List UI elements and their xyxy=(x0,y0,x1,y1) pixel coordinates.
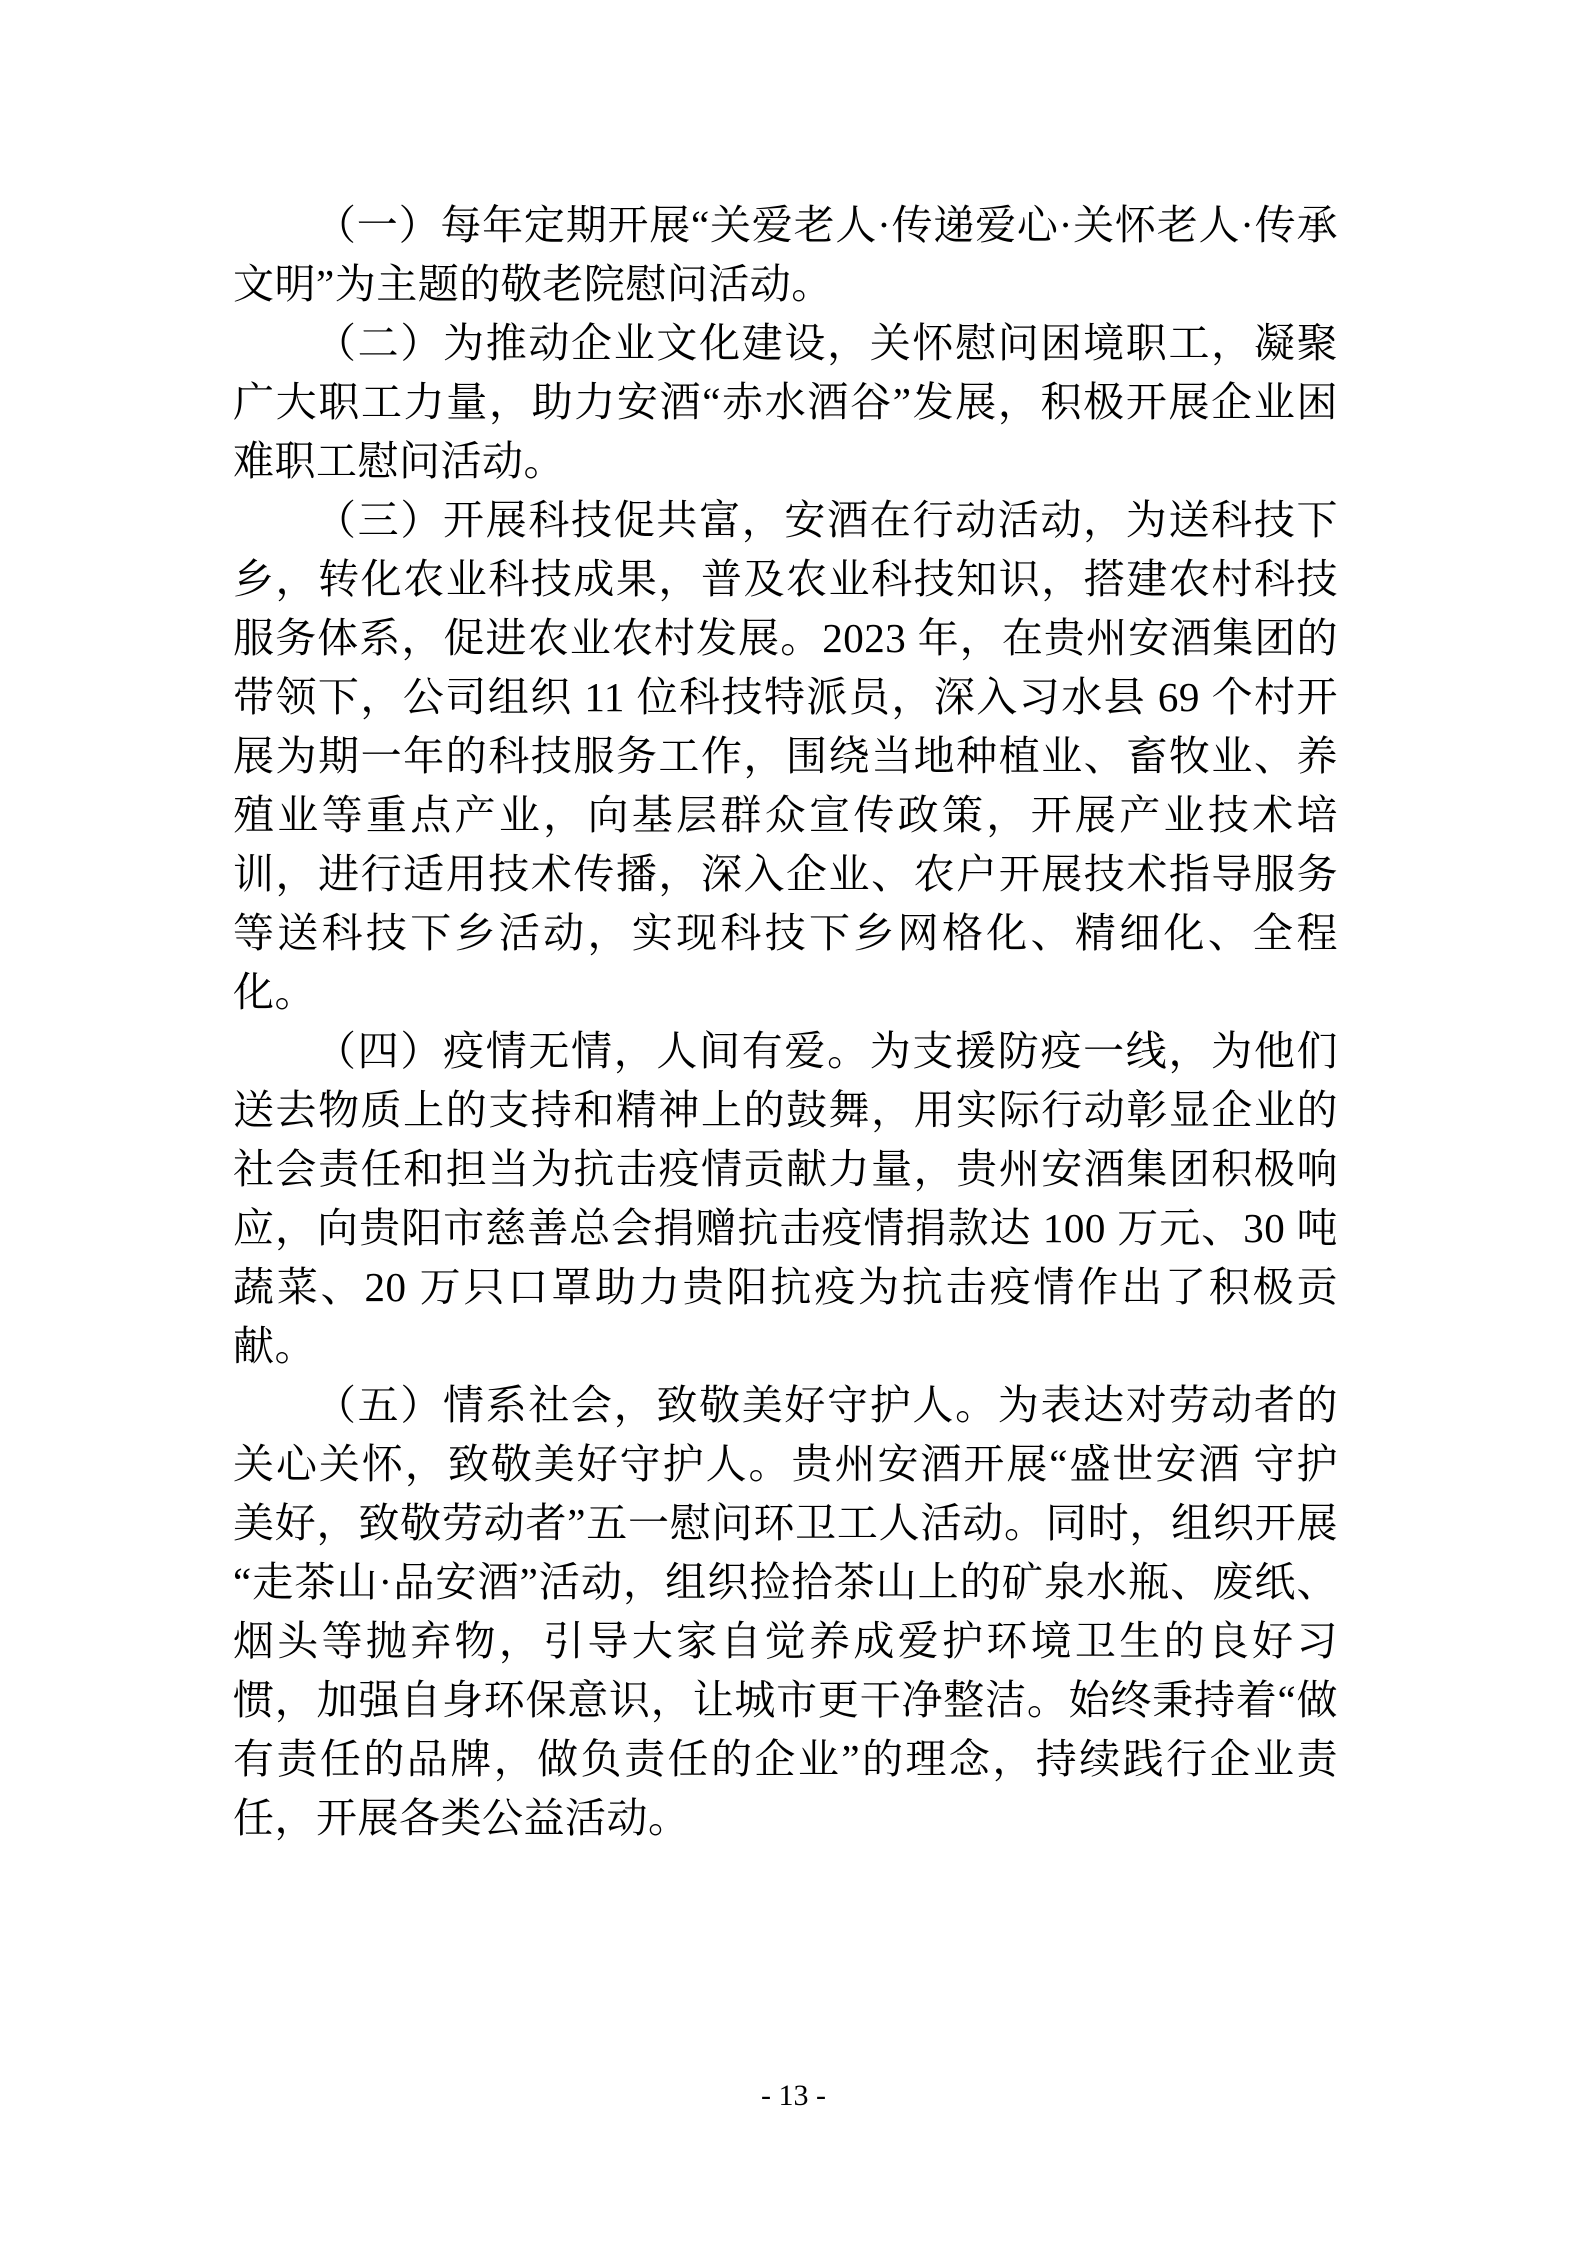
paragraph-item-2: （二）为推动企业文化建设，关怀慰问困境职工，凝聚广大职工力量，助力安酒“赤水酒谷”发展，积极开展企业困难职工慰问活动。 xyxy=(233,320,1338,484)
paragraph-item-1: （一）每年定期开展“关爱老人·传递爱心·关怀老人·传承文明”为主题的敬老院慰问活动。 xyxy=(233,202,1338,307)
paragraph-item-5: （五）情系社会，致敬美好守护人。为表达对劳动者的关心关怀，致敬美好守护人。贵州安酒开展“盛世安酒 守护美好，致敬劳动者”五一慰问环卫工人活动。同时，组织开展“走茶山·品安酒”活动，组织捡拾茶山上的矿泉水瓶、废纸、烟头等抛弃物，引导大家自觉养成爱护环境卫生的良好习惯，加强自身环保意识，让城市更干净整洁。始终秉持着“做有责任的品牌，做负责任的企业”的理念，持续践行企业责任，开展各类公益活动。 xyxy=(233,1382,1338,1841)
page-number: - 13 - xyxy=(761,2079,826,2112)
paragraph-item-4: （四）疫情无情，人间有爱。为支援防疫一线，为他们送去物质上的支持和精神上的鼓舞，用实际行动彰显企业的社会责任和担当为抗击疫情贡献力量，贵州安酒集团积极响应，向贵阳市慈善总会捐赠抗击疫情捐款达 100 万元、30 吨蔬菜、20 万只口罩助力贵阳抗疫为抗击疫情作出了积极贡献。 xyxy=(233,1028,1338,1369)
paragraph-item-3: （三）开展科技促共富，安酒在行动活动，为送科技下乡，转化农业科技成果，普及农业科技知识，搭建农村科技服务体系，促进农业农村发展。2023 年，在贵州安酒集团的带领下，公司组织 11 位科技特派员，深入习水县 69 个村开展为期一年的科技服务工作，围绕当地种植业、畜牧业、养殖业等重点产业，向基层群众宣传政策，开展产业技术培训，进行适用技术传播，深入企业、农户开展技术指导服务等送科技下乡活动，实现科技下乡网格化、精细化、全程化。 xyxy=(233,497,1338,1015)
document-body xyxy=(233,196,1338,1848)
